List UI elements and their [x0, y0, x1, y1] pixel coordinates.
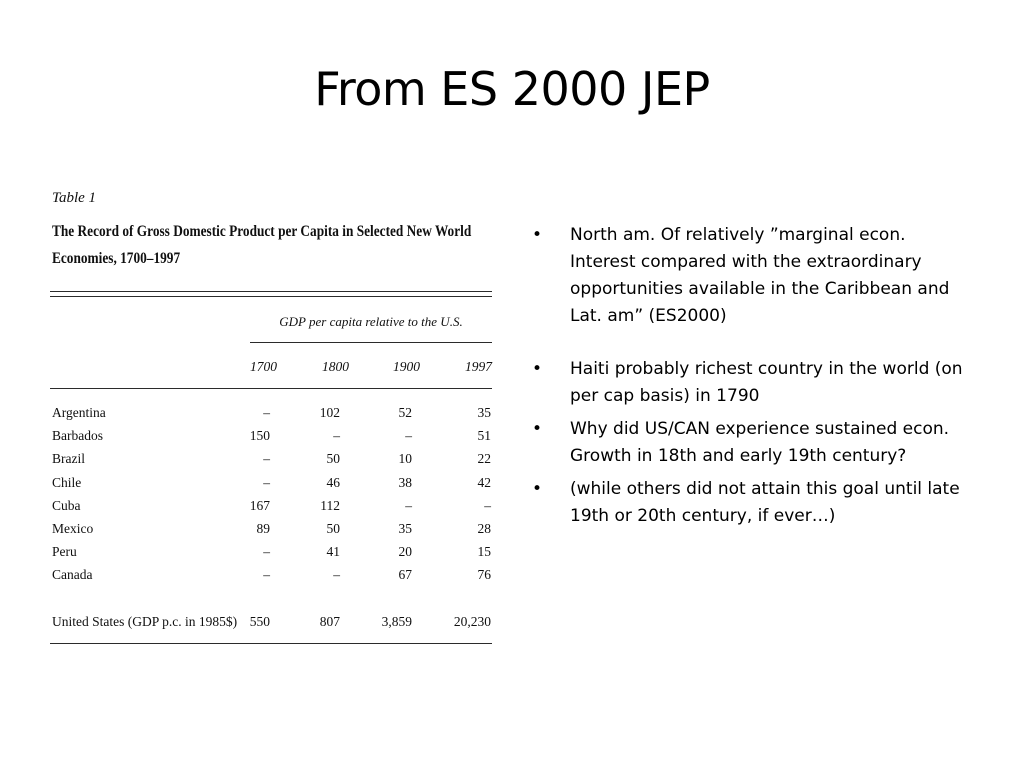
row-name: Cuba — [52, 497, 81, 513]
double-rule-bottom — [50, 296, 492, 297]
bullet-item — [532, 476, 972, 530]
cell-1997: – — [484, 497, 491, 513]
cell-1700: 89 — [256, 521, 270, 536]
bullet-item — [532, 356, 972, 410]
cell-1997: 15 — [477, 544, 491, 560]
group-header: GDP per capita relative to the U.S. — [279, 314, 463, 329]
header-rule — [50, 388, 492, 389]
cell-1700: 550 — [249, 614, 270, 629]
row-name: Barbados — [52, 428, 103, 444]
table-row — [50, 475, 492, 495]
bullet-symbol: • — [532, 359, 543, 379]
cell-1997: 42 — [477, 474, 491, 490]
table-row — [50, 428, 492, 448]
cell-1900: 67 — [398, 567, 412, 583]
cell-1700: – — [263, 474, 270, 490]
row-name: Mexico — [52, 521, 94, 536]
cell-1800: 112 — [320, 497, 340, 513]
cell-1900: 35 — [398, 521, 412, 536]
cell-1900: 10 — [398, 451, 412, 467]
table-total-row — [50, 614, 492, 634]
row-name: Peru — [52, 544, 77, 560]
cell-1800: 50 — [326, 451, 340, 467]
cell-1700: 150 — [249, 428, 270, 444]
cell-1997: 28 — [477, 521, 491, 536]
bullet-list — [532, 222, 972, 536]
cell-1800: 102 — [319, 405, 340, 420]
row-name: Argentina — [52, 405, 106, 420]
table-row — [50, 544, 492, 564]
cell-1800: 41 — [326, 544, 340, 560]
cell-1900: – — [405, 497, 412, 513]
cell-1800: 807 — [319, 614, 340, 629]
cell-1800: 50 — [326, 521, 340, 536]
bullet-text: Why did US/CAN experience sustained econ. Growth in 18th and early 19th century? — [570, 419, 950, 466]
bullet-symbol: • — [532, 419, 543, 439]
table-title-line: The Record of Gross Domestic Product per Capita in Selected New World — [52, 223, 472, 240]
row-name: Chile — [52, 474, 82, 490]
cell-1997: 51 — [477, 428, 491, 444]
row-name: United States (GDP p.c. in 1985$) — [52, 614, 238, 629]
scanned-table-image — [50, 190, 494, 650]
cell-1700: 167 — [249, 497, 270, 513]
cell-1900: 52 — [398, 405, 412, 420]
bullet-symbol: • — [532, 479, 543, 499]
bullet-text: North am. Of relatively ”marginal econ. Interest compared with the extraordinary opportunities available in the Caribbean and Lat. am” (ES2000) — [570, 225, 950, 326]
bullet-symbol: • — [532, 225, 543, 245]
column-header-1800: 1800 — [322, 359, 349, 374]
cell-1800: – — [333, 428, 340, 444]
cell-1900: 20 — [398, 544, 412, 560]
bullet-text: Haiti probably richest country in the world (on per cap basis) in 1790 — [570, 359, 963, 406]
bottom-rule — [50, 643, 492, 644]
table-title-line: Economies, 1700–1997 — [52, 250, 181, 267]
cell-1700: – — [263, 544, 270, 560]
column-header-1997: 1997 — [465, 359, 492, 374]
row-name: Brazil — [52, 451, 85, 467]
double-rule-top — [50, 291, 492, 292]
cell-1900: – — [405, 428, 412, 444]
slide-title: From ES 2000 JEP — [314, 62, 710, 116]
bullet-text: (while others did not attain this goal until late 19th or 20th century, if ever…) — [570, 479, 960, 526]
bullet-item — [532, 222, 972, 330]
cell-1800: 46 — [326, 474, 340, 490]
table-row — [50, 567, 492, 587]
column-header-1900: 1900 — [393, 359, 420, 374]
cell-1997: 22 — [477, 451, 491, 467]
cell-1900: 3,859 — [381, 614, 412, 629]
cell-1997: 76 — [477, 567, 491, 583]
bullet-item — [532, 416, 972, 470]
table-row — [50, 498, 492, 518]
column-header-1700: 1700 — [250, 359, 277, 374]
group-header-rule — [250, 342, 492, 343]
table-row — [50, 521, 492, 541]
table-title — [52, 218, 472, 272]
cell-1700: – — [263, 451, 270, 467]
table-caption: Table 1 — [52, 190, 97, 206]
cell-1700: – — [263, 405, 270, 420]
row-name: Canada — [52, 567, 93, 583]
cell-1997: 20,230 — [453, 614, 491, 629]
cell-1700: – — [263, 567, 270, 583]
cell-1900: 38 — [398, 474, 412, 490]
table-row — [50, 405, 492, 425]
table-row — [50, 451, 492, 471]
cell-1997: 35 — [477, 405, 491, 420]
cell-1800: – — [333, 567, 340, 583]
